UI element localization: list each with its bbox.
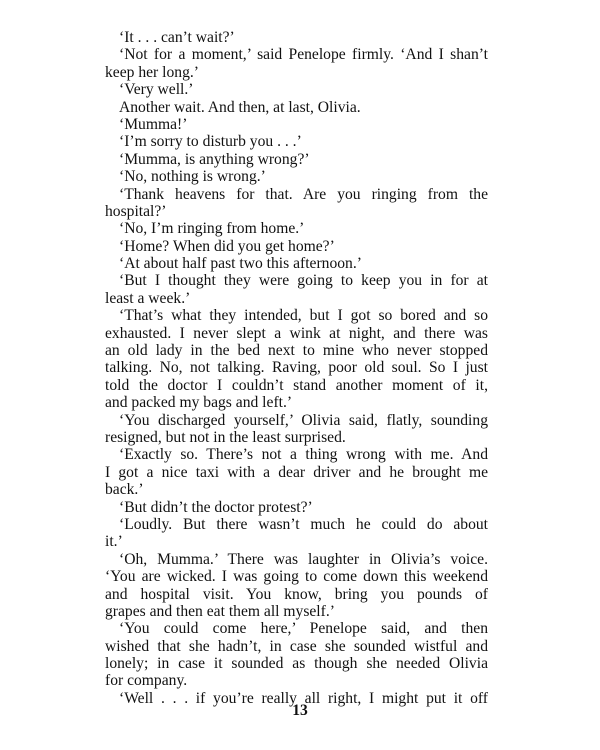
- text-line: exhausted. I never slept a wink at night, and there was: [105, 324, 488, 342]
- text-line: resigned, but not in the least surprised.: [105, 428, 346, 446]
- text-line: ‘That’s what they intended, but I got so bored and so: [119, 307, 488, 325]
- text-line: ‘But didn’t the doctor protest?’: [119, 498, 313, 516]
- text-line: for company.: [105, 672, 188, 690]
- text-line: ‘Mumma, is anything wrong?’: [119, 150, 310, 168]
- text-line: ‘You could come here,’ Penelope said, and then: [119, 620, 488, 638]
- text-line: ‘I’m sorry to disturb you . . .’: [119, 133, 302, 151]
- text-line: keep her long.’: [105, 63, 199, 81]
- text-line: ‘Home? When did you get home?’: [119, 237, 335, 255]
- text-line: talking. No, not talking. Raving, poor old soul. So I just: [105, 359, 488, 377]
- text-line: lonely; in case it sounded as though she needed Olivia: [105, 655, 488, 673]
- text-line: and packed my bags and left.’: [105, 394, 293, 412]
- text-line: ‘Thank heavens for that. Are you ringing from the: [119, 185, 488, 203]
- text-line: grapes and then eat them all myself.’: [105, 602, 335, 620]
- text-line: ‘Exactly so. There’s not a thing wrong with me. And: [119, 446, 488, 464]
- text-line: wished that she hadn’t, in case she sounded wistful and: [105, 637, 488, 655]
- text-line: ‘Loudly. But there wasn’t much he could do about: [119, 515, 488, 533]
- text-block: [105, 29, 488, 707]
- text-line: ‘But I thought they were going to keep you in for at: [119, 272, 488, 290]
- text-line: hospital?’: [105, 202, 167, 220]
- text-line: ‘You are wicked. I was going to come down this weekend: [105, 568, 488, 586]
- text-line: ‘You discharged yourself,’ Olivia said, flatly, sounding: [119, 411, 488, 429]
- text-line: ‘No, I’m ringing from home.’: [119, 220, 305, 238]
- text-line: back.’: [105, 481, 144, 499]
- text-line: an old lady in the bed next to mine who never stopped: [105, 342, 488, 360]
- text-line: it.’: [105, 533, 123, 551]
- text-line: ‘Oh, Mumma.’ There was laughter in Olivia’s voice.: [119, 550, 488, 568]
- text-line: I got a nice taxi with a dear driver and he brought me: [105, 463, 488, 481]
- text-line: ‘At about half past two this afternoon.’: [119, 255, 362, 273]
- text-line: Another wait. And then, at last, Olivia.: [119, 98, 361, 116]
- text-line: and hospital visit. You know, bring you pounds of: [105, 585, 488, 603]
- text-line: ‘Mumma!’: [119, 115, 188, 133]
- page-number: 13: [292, 702, 308, 719]
- text-line: ‘It . . . can’t wait?’: [119, 29, 235, 46]
- text-line: told the doctor I couldn’t stand another moment of it,: [105, 376, 488, 394]
- text-line: ‘Not for a moment,’ said Penelope firmly. ‘And I shan’t: [119, 46, 488, 64]
- text-line: ‘Well . . . if you’re really all right, I might put it off: [119, 689, 488, 707]
- text-line: least a week.’: [105, 289, 191, 307]
- text-line: ‘Very well.’: [119, 81, 194, 99]
- text-line: ‘No, nothing is wrong.’: [119, 168, 266, 186]
